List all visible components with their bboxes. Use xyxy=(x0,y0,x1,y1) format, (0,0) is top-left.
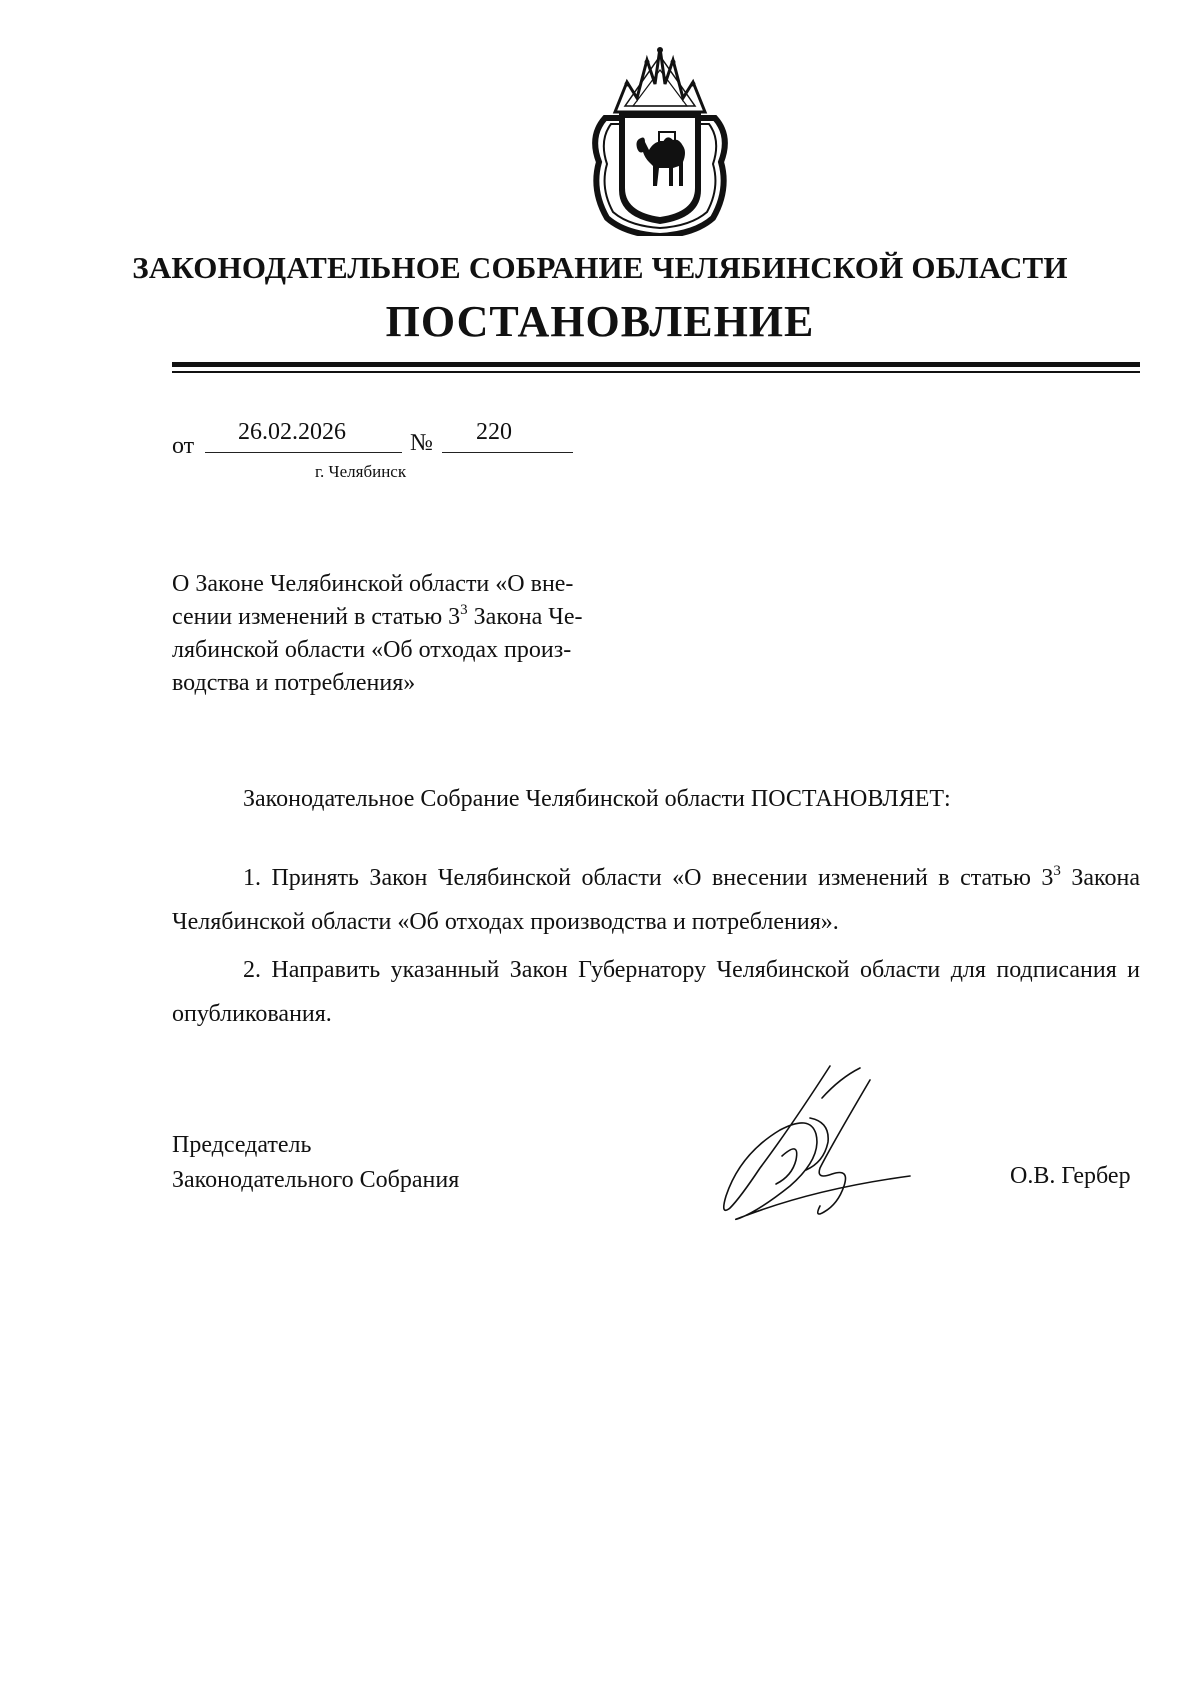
resolution-preamble: Законодательное Собрание Челябинской области ПОСТАНОВЛЯЕТ: xyxy=(243,786,951,812)
document-date: 26.02.2026 xyxy=(238,419,346,445)
date-underline xyxy=(205,452,402,453)
subject-line: водства и потребления» xyxy=(172,670,416,696)
document-number: 220 xyxy=(476,419,512,445)
document-subject xyxy=(172,568,632,700)
resolution-item-2: 2. Направить указанный Закон Губернатору Челябинской области для подписания и опубликования. xyxy=(172,957,1140,1027)
signer-name: О.В. Гербер xyxy=(1010,1163,1131,1189)
signer-title: Председатель Законодательного Собрания xyxy=(172,1132,460,1193)
number-underline xyxy=(442,452,573,453)
subject-line: лябинской области «Об отходах произ- xyxy=(172,637,572,663)
resolution-item-1: 1. Принять Закон Челябинской области «О внесении изменений в статью $3^3$ Закона Челябинской области «Об отходах производства и потребления». xyxy=(172,863,1140,935)
subject-line: О Законе Челябинской области «О вне- xyxy=(172,571,574,597)
document-type-title: ПОСТАНОВЛЕНИЕ xyxy=(385,297,815,346)
organization-name: ЗАКОНОДАТЕЛЬНОЕ СОБРАНИЕ ЧЕЛЯБИНСКОЙ ОБЛАСТИ xyxy=(132,250,1068,285)
date-prefix: от xyxy=(172,433,195,459)
subject-line: сении изменений в статью $3^3$ Закона Че- xyxy=(172,602,583,630)
handwritten-signature-icon xyxy=(720,1058,950,1238)
coat-of-arms-emblem xyxy=(585,40,735,236)
city: г. Челябинск xyxy=(315,462,407,481)
header-rule-thin xyxy=(172,371,1140,373)
header-rule-thick xyxy=(172,362,1140,367)
crown-icon xyxy=(615,47,705,112)
number-label: № xyxy=(410,430,433,456)
